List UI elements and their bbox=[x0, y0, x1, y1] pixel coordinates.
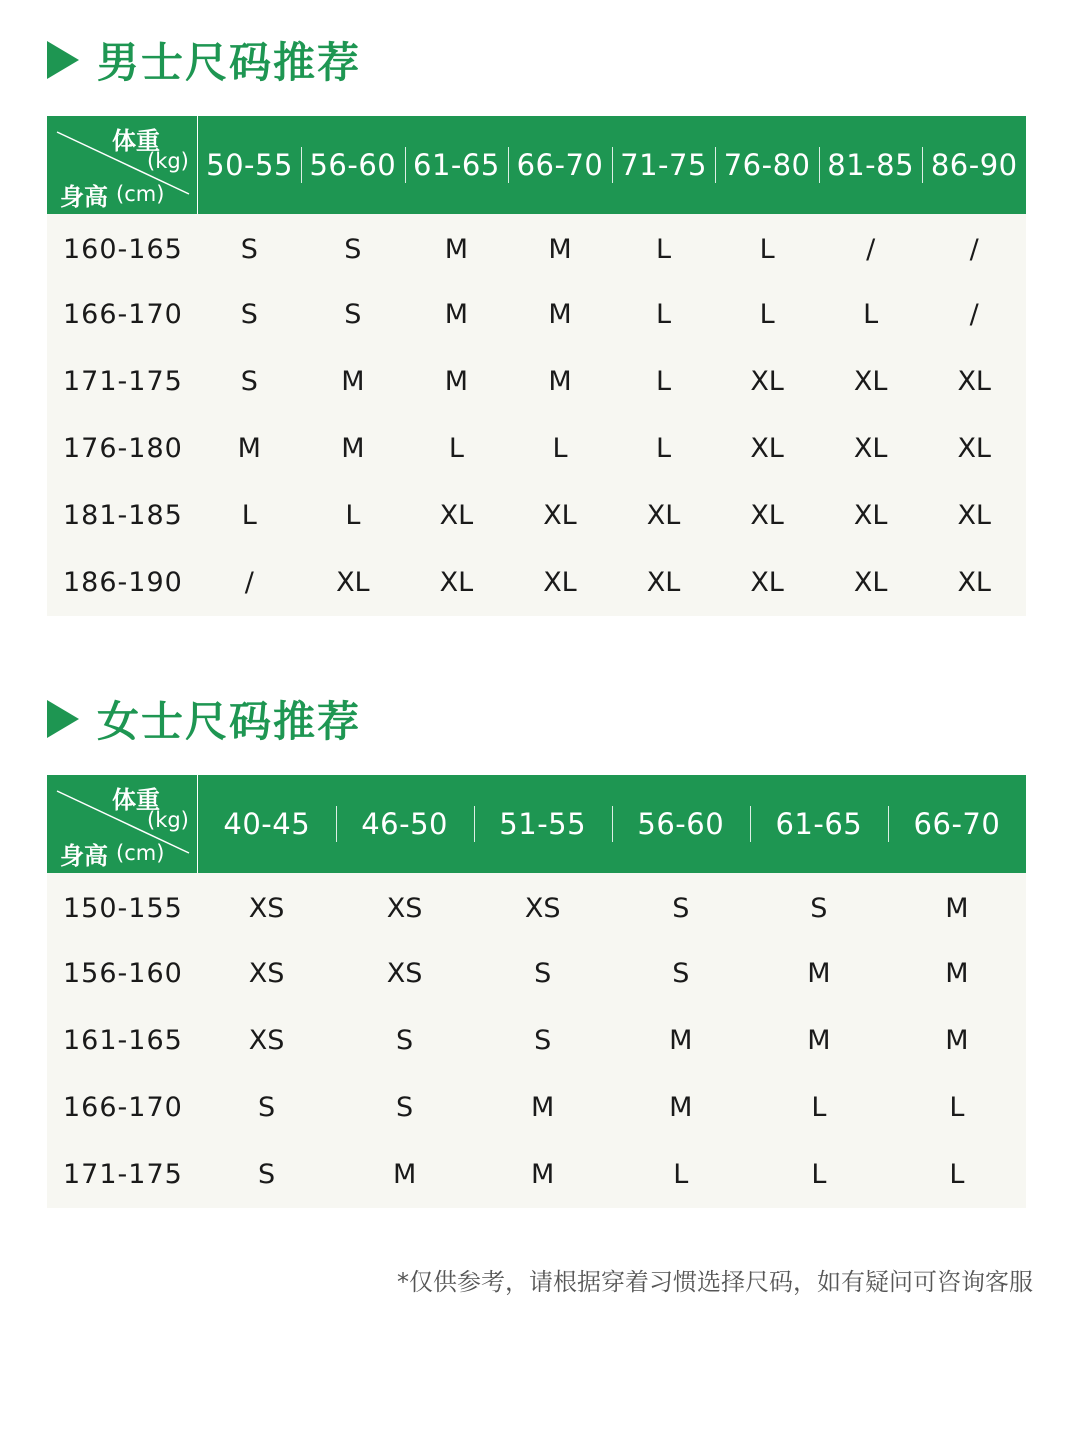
size-cell: L bbox=[345, 500, 361, 531]
height-range-cell: 156-160 bbox=[63, 958, 183, 989]
height-range-cell: 166-170 bbox=[63, 299, 183, 330]
size-cell: XS bbox=[386, 893, 423, 924]
size-cell: XL bbox=[439, 567, 474, 598]
height-range-cell: 181-185 bbox=[63, 500, 183, 531]
size-cell: M bbox=[548, 299, 572, 330]
women-title: 女士尺码推荐 bbox=[97, 697, 362, 746]
size-cell: XL bbox=[957, 500, 991, 531]
weight-header: 71-75 bbox=[612, 116, 716, 214]
size-cell: XL bbox=[336, 567, 370, 598]
size-cell: XL bbox=[750, 366, 784, 397]
size-cell: S bbox=[240, 234, 258, 265]
size-cell: M bbox=[531, 1159, 555, 1190]
size-cell: L bbox=[673, 1159, 689, 1190]
size-cell: L bbox=[552, 433, 568, 464]
size-cell: XL bbox=[853, 366, 888, 397]
weight-header: 46-50 bbox=[336, 775, 474, 873]
size-cell: M bbox=[237, 433, 261, 464]
size-cell: L bbox=[949, 1159, 965, 1190]
size-cell: XL bbox=[439, 500, 474, 531]
size-cell: L bbox=[656, 234, 672, 265]
height-label: 身高 bbox=[60, 842, 108, 870]
size-cell: M bbox=[392, 1159, 417, 1190]
size-cell: XS bbox=[386, 958, 423, 989]
weight-header: 76-80 bbox=[715, 116, 819, 214]
table-row bbox=[47, 482, 1026, 549]
table-row bbox=[47, 281, 1026, 348]
weight-label: 体重 bbox=[112, 127, 160, 155]
size-cell: M bbox=[669, 1092, 693, 1123]
height-range-cell: 161-165 bbox=[63, 1025, 183, 1056]
size-cell: S bbox=[534, 958, 552, 989]
size-cell: XL bbox=[543, 500, 577, 531]
size-cell: L bbox=[811, 1092, 827, 1123]
table-row bbox=[47, 940, 1026, 1007]
height-range-cell: 171-175 bbox=[63, 1159, 183, 1190]
size-cell: XL bbox=[853, 433, 888, 464]
size-cell: M bbox=[945, 958, 969, 989]
size-cell: M bbox=[531, 1092, 555, 1123]
size-cell: M bbox=[444, 234, 469, 265]
size-cell: XL bbox=[957, 433, 991, 464]
size-cell: XL bbox=[543, 567, 577, 598]
height-label: 身高 bbox=[60, 183, 108, 211]
size-cell: XL bbox=[957, 366, 991, 397]
weight-header: 40-45 bbox=[223, 807, 311, 841]
height-range-cell: 150-155 bbox=[63, 893, 183, 924]
size-cell: L bbox=[656, 299, 672, 330]
weight-header: 81-85 bbox=[819, 116, 923, 214]
height-range-cell: 160-165 bbox=[63, 234, 183, 265]
size-cell: L bbox=[949, 1092, 965, 1123]
size-cell: M bbox=[444, 366, 469, 397]
size-cell: M bbox=[341, 433, 365, 464]
play-triangle-icon bbox=[47, 700, 79, 738]
size-cell: S bbox=[672, 958, 690, 989]
weight-header: 86-90 bbox=[922, 116, 1026, 214]
height-range-cell: 166-170 bbox=[63, 1092, 183, 1123]
weight-header: 56-60 bbox=[612, 775, 750, 873]
size-cell: XL bbox=[646, 567, 681, 598]
size-cell: S bbox=[257, 1159, 276, 1190]
weight-header: 51-55 bbox=[474, 775, 612, 873]
corner-header-cell bbox=[47, 775, 198, 873]
size-cell: L bbox=[759, 234, 775, 265]
size-cell: XS bbox=[248, 893, 285, 924]
weight-header: 66-70 bbox=[888, 775, 1026, 873]
height-range-cell: 186-190 bbox=[63, 567, 183, 598]
weight-header: 61-65 bbox=[405, 116, 509, 214]
corner-header-cell bbox=[47, 116, 198, 214]
size-cell: M bbox=[341, 366, 365, 397]
height-unit: (cm) bbox=[116, 182, 165, 206]
weight-unit: (kg) bbox=[147, 808, 189, 832]
size-cell: M bbox=[807, 1025, 831, 1056]
size-cell: M bbox=[548, 234, 572, 265]
size-cell: XS bbox=[248, 958, 285, 989]
men-section-title bbox=[47, 30, 361, 90]
weight-unit: (kg) bbox=[147, 149, 189, 173]
size-cell: XL bbox=[957, 567, 991, 598]
table-row bbox=[47, 1074, 1026, 1141]
size-cell: L bbox=[863, 299, 879, 330]
size-cell: XS bbox=[524, 893, 561, 924]
weight-header: 50-55 bbox=[206, 148, 293, 182]
size-cell: L bbox=[656, 433, 672, 464]
weight-label: 体重 bbox=[112, 786, 160, 814]
table-row bbox=[47, 1007, 1026, 1074]
table-row bbox=[47, 549, 1026, 616]
men-title: 男士尺码推荐 bbox=[97, 38, 362, 87]
size-cell: S bbox=[240, 299, 258, 330]
size-cell: M bbox=[945, 1025, 969, 1056]
size-cell: L bbox=[241, 500, 257, 531]
size-cell: M bbox=[945, 893, 969, 924]
size-cell: M bbox=[807, 958, 831, 989]
men-size-table bbox=[47, 116, 1026, 616]
size-cell: / bbox=[866, 234, 876, 265]
weight-header: 66-70 bbox=[508, 116, 612, 214]
table-row bbox=[47, 415, 1026, 482]
women-header-row bbox=[47, 775, 1026, 873]
size-cell: L bbox=[759, 299, 775, 330]
size-cell: M bbox=[444, 299, 469, 330]
size-cell: M bbox=[548, 366, 572, 397]
size-cell: XS bbox=[248, 1025, 285, 1056]
weight-header: 56-60 bbox=[301, 116, 405, 214]
table-row bbox=[47, 348, 1026, 415]
footnote: *仅供参考，请根据穿着习惯选择尺码，如有疑问可咨询客服 bbox=[397, 1268, 1033, 1296]
table-row bbox=[47, 214, 1026, 281]
table-row bbox=[47, 1141, 1026, 1208]
play-triangle-icon bbox=[47, 41, 79, 79]
size-cell: / bbox=[969, 234, 979, 265]
size-cell: M bbox=[669, 1025, 693, 1056]
women-section-title bbox=[47, 689, 361, 749]
size-cell: S bbox=[672, 893, 690, 924]
size-cell: S bbox=[396, 1092, 414, 1123]
size-cell: S bbox=[240, 366, 258, 397]
height-unit: (cm) bbox=[116, 841, 165, 865]
size-cell: XL bbox=[750, 433, 784, 464]
weight-header: 61-65 bbox=[750, 775, 888, 873]
size-cell: S bbox=[344, 299, 362, 330]
table-row bbox=[47, 873, 1026, 940]
size-cell: S bbox=[257, 1092, 276, 1123]
size-cell: S bbox=[396, 1025, 414, 1056]
size-cell: XL bbox=[853, 567, 888, 598]
size-cell: L bbox=[811, 1159, 827, 1190]
size-cell: S bbox=[534, 1025, 552, 1056]
size-cell: L bbox=[656, 366, 672, 397]
women-size-table bbox=[47, 775, 1026, 1208]
size-cell: S bbox=[344, 234, 362, 265]
size-cell: XL bbox=[646, 500, 681, 531]
size-cell: L bbox=[448, 433, 464, 464]
height-range-cell: 171-175 bbox=[63, 366, 183, 397]
size-cell: S bbox=[810, 893, 828, 924]
size-cell: XL bbox=[853, 500, 888, 531]
size-cell: XL bbox=[750, 567, 784, 598]
size-cell: / bbox=[244, 567, 254, 598]
size-cell: / bbox=[969, 299, 979, 330]
size-cell: XL bbox=[750, 500, 784, 531]
men-header-row bbox=[47, 116, 1026, 214]
height-range-cell: 176-180 bbox=[63, 433, 183, 464]
